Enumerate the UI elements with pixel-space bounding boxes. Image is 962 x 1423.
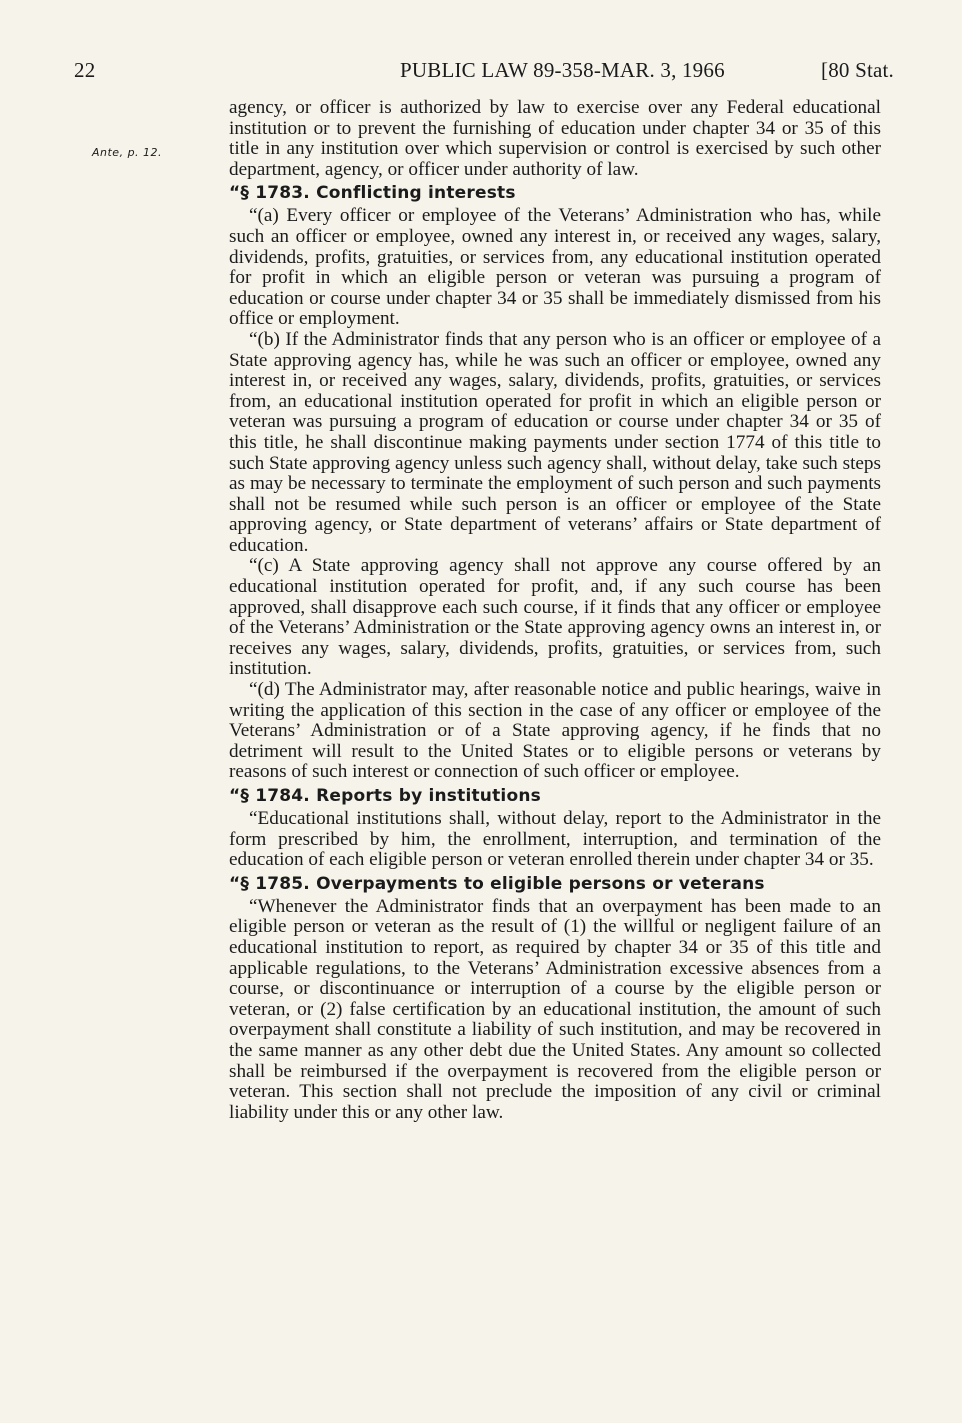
section-1785-heading: “§ 1785. Overpayments to eligible persons or veterans [229,873,765,894]
section-1783-c: “(c) A State approving agency shall not approve any course offered by an educational institution operated for profit, and, if any such course has been approved, shall disapprove each such course, if it finds that any officer or employee of the Veterans’ Administration or the State approving agency owns an interest in, or receives any wages, salary, dividends, profits, gratuities, or services from, such institution. [229,555,881,680]
intro-paragraph: agency, or officer is authorized by law to exercise over any Federal educational institution or to prevent the furnishing of education under chapter 34 or 35 of this title in any institution over which supervision or control is exercised by such other department, agency, or officer under authority of law. [229,97,881,180]
statute-reference: [80 Stat. [821,58,894,82]
section-1783-heading: “§ 1783. Conflicting interests [229,183,516,204]
margin-note: Ante, p. 12. [92,146,163,159]
page-header [74,58,894,86]
section-1785-text: “Whenever the Administrator finds that an overpayment has been made to an eligible person or veteran as the result of (1) the willful or negligent failure of an educational institution to report, as required by chapter 34 or 35 of this title and applicable regulations, to the Veterans’ Administration excessive absences from a course, or discontinuance or interruption of a course by the eligible person or veteran, or (2) false certification by an educational institution, the amount of such overpayment shall constitute a liability of such institution, and may be recovered in the same manner as any other debt due the United States. Any amount so collected shall be reimbursed if the overpayment is recovered from the eligible person or veteran. This section shall not preclude the imposition of any civil or criminal liability under this or any other law. [229,895,881,1123]
section-1783-a: “(a) Every officer or employee of the Veterans’ Administration who has, while such an officer or employee, owned any interest in, or received any wages, salary, dividends, profits, gratuities, or services from, any educational institution operated for profit in which an eligible person or veteran was pursuing a program of education or course under chapter 34 or 35 shall be immediately dismissed from his office or employment. [229,205,881,330]
body-text [229,98,881,1123]
section-1783-d: “(d) The Administrator may, after reasonable notice and public hearings, waive in writing the application of this section in the case of any officer or employee of the Veterans’ Administration or of a State approving agency, if he finds that no detriment will result to the United States or to eligible persons or veterans by reasons of such interest or connection of such officer or employee. [229,679,881,783]
section-1784-heading: “§ 1784. Reports by institutions [229,786,541,806]
public-law-title: PUBLIC LAW 89-358-MAR. 3, 1966 [400,58,725,82]
page-number: 22 [74,58,96,82]
section-1784-text: “Educational institutions shall, without delay, report to the Administrator in the form prescribed by him, the enrollment, interruption, and termination of the education of each eligible person or veteran enrolled therein under chapter 34 or 35. [229,808,881,871]
section-1783-b: “(b) If the Administrator finds that any person who is an officer or employee of a State approving agency has, while he was such an officer or employee, owned any interest in, or received any wages, salary, dividends, profits, gratuities, or services from, an educational institution operated for profit in which an eligible person or veteran was pursuing a program of education or course under chapter 34 or 35 of this title, he shall discontinue making payments under section 1774 of this title to such State approving agency unless such agency shall, without delay, take such steps as may be necessary to terminate the employment of such person and such payments shall not be resumed while such person is an officer or employee of the State approving agency, or State department of veterans’ affairs or State department of education. [229,328,881,556]
